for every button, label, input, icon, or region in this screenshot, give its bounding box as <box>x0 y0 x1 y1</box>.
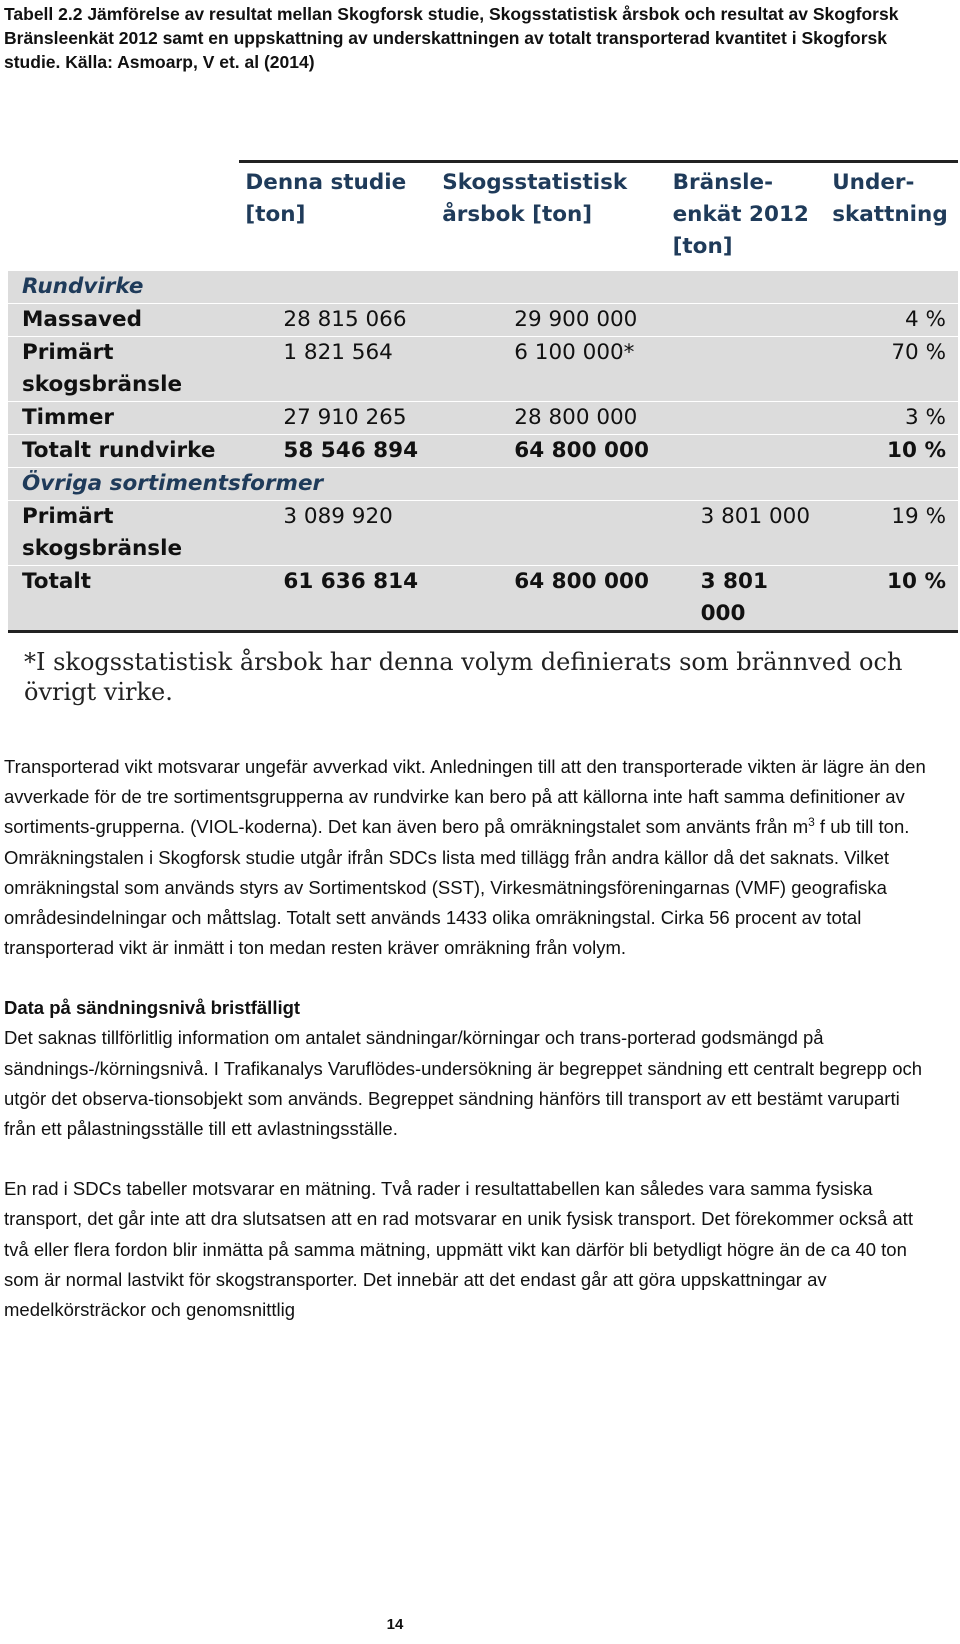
table-row <box>8 501 958 566</box>
cell-bransleenkat: 3 801 000 <box>667 566 827 632</box>
paragraph-measurement: En rad i SDCs tabeller motsvarar en mätning. Två rader i resultattabellen kan således vara samma fysiska transport, det går inte att dra slutsatsen att en rad motsvarar en unik fysisk transport. Det förekommer också att två eller flera fordon blir inmätta på samma mätning, uppmätt vikt kan därför bli betydligt högre än de ca 40 ton som är normal lastvikt för skogstransporter. Det innebär att det endast går att göra uppskattningar av medelkörsträckor och genomsnittlig <box>4 1178 913 1321</box>
header-bransleenkat: Bränsle-enkät 2012 [ton] <box>667 162 827 272</box>
section-heading: Data på sändningsnivå bristfälligt <box>4 997 301 1019</box>
cell-denna-studie: 28 815 066 <box>239 304 436 337</box>
cell-skogsstatistisk <box>436 501 666 566</box>
table-row <box>8 337 958 402</box>
cell-denna-studie: 3 089 920 <box>239 501 436 566</box>
cell-bransleenkat <box>667 304 827 337</box>
table-caption: Tabell 2.2 Jämförelse av resultat mellan Skogforsk studie, Skogsstatistisk årsbok och resultat av Skogforsk Bränsleenkät 2012 samt en uppskattning av underskattningen av totalt transporterad kvantitet i Skogforsk studie. Källa: Asmoarp, V et. al (2014) <box>4 4 899 72</box>
header-underskattning: Under-skattning <box>826 162 958 272</box>
cell-skogsstatistisk: 64 800 000 <box>436 435 666 468</box>
header-skogsstatistisk: Skogsstatistisk årsbok [ton] <box>436 162 666 272</box>
cell-bransleenkat <box>667 435 827 468</box>
table-row-total-rundvirke <box>8 435 958 468</box>
cell-bransleenkat: 3 801 000 <box>667 501 827 566</box>
header-denna-studie: Denna studie [ton] <box>239 162 436 272</box>
cell-skogsstatistisk: 28 800 000 <box>436 402 666 435</box>
table-header-row <box>8 162 958 272</box>
cell-denna-studie: 58 546 894 <box>239 435 436 468</box>
comparison-table <box>8 160 958 633</box>
page-number: 14 <box>386 1616 404 1633</box>
body-text <box>4 752 934 1325</box>
row-label: Timmer <box>8 402 239 435</box>
cell-bransleenkat <box>667 402 827 435</box>
paragraph-conversion <box>4 752 934 963</box>
row-label: Massaved <box>8 304 239 337</box>
header-blank <box>8 162 239 272</box>
row-label: Totalt rundvirke <box>8 435 239 468</box>
cell-denna-studie: 27 910 265 <box>239 402 436 435</box>
paragraph-shipment: Det saknas tillförlitlig information om antalet sändningar/körningar och trans-porterad godsmängd på sändnings-/körningsnivå. I Trafikanalys Varuflödes-undersökning är begreppet sändning ett centralt begrepp och utgör det observa-tionsobjekt som används. Begreppet sändning hänförs till transport av ett bestämt varuparti från ett pålastningsställe till ett avlastningsställe. <box>4 1027 923 1140</box>
cell-underskattning: 3 % <box>826 402 958 435</box>
cell-underskattning: 10 % <box>826 566 958 632</box>
table-row <box>8 304 958 337</box>
row-label: Totalt <box>8 566 239 632</box>
table-row-total <box>8 566 958 632</box>
row-label: Primärt skogsbränsle <box>8 501 239 566</box>
cell-skogsstatistisk: 64 800 000 <box>436 566 666 632</box>
cell-underskattning: 70 % <box>826 337 958 402</box>
cell-underskattning: 10 % <box>826 435 958 468</box>
row-label: Primärt skogsbränsle <box>8 337 239 402</box>
comparison-table-figure <box>8 160 958 707</box>
superscript: 3 <box>808 815 815 830</box>
paragraph-part: Transporterad vikt motsvarar ungefär avverkad vikt. Anledningen till att den transporterade vikten är lägre än den avverkade för de tre sortimentsgrupperna av rundvirke kan bero på att källorna inte haft samma definitioner av sortiments-grupperna. (VIOL-koderna). Det kan även bero på omräkningstalet som använts från m <box>4 756 926 838</box>
cell-denna-studie: 1 821 564 <box>239 337 436 402</box>
table-row <box>8 402 958 435</box>
section-label: Rundvirke <box>8 271 958 304</box>
section-label: Övriga sortimentsformer <box>8 468 958 501</box>
cell-underskattning: 19 % <box>826 501 958 566</box>
section-row-ovriga <box>8 468 958 501</box>
cell-skogsstatistisk: 29 900 000 <box>436 304 666 337</box>
paragraph-part: f ub till ton. Omräkningstalen i Skogforsk studie utgår ifrån SDCs lista med tillägg från andra källor då det saknats. Vilket omräkningstal som används styrs av Sortimentskod (SST), Virkesmätningsföreningarnas (VMF) geografiska områdesindelningar och måttslag. Totalt sett används 1433 olika omräkningstal. Cirka 56 procent av total transporterad vikt är inmätt i ton medan resten kräver omräkning från volym. <box>4 816 910 959</box>
section-row-rundvirke <box>8 271 958 304</box>
cell-denna-studie: 61 636 814 <box>239 566 436 632</box>
cell-skogsstatistisk: 6 100 000* <box>436 337 666 402</box>
cell-bransleenkat <box>667 337 827 402</box>
table-footnote: *I skogsstatistisk årsbok har denna volym definierats som brännved och övrigt virke. <box>24 648 903 706</box>
cell-underskattning: 4 % <box>826 304 958 337</box>
